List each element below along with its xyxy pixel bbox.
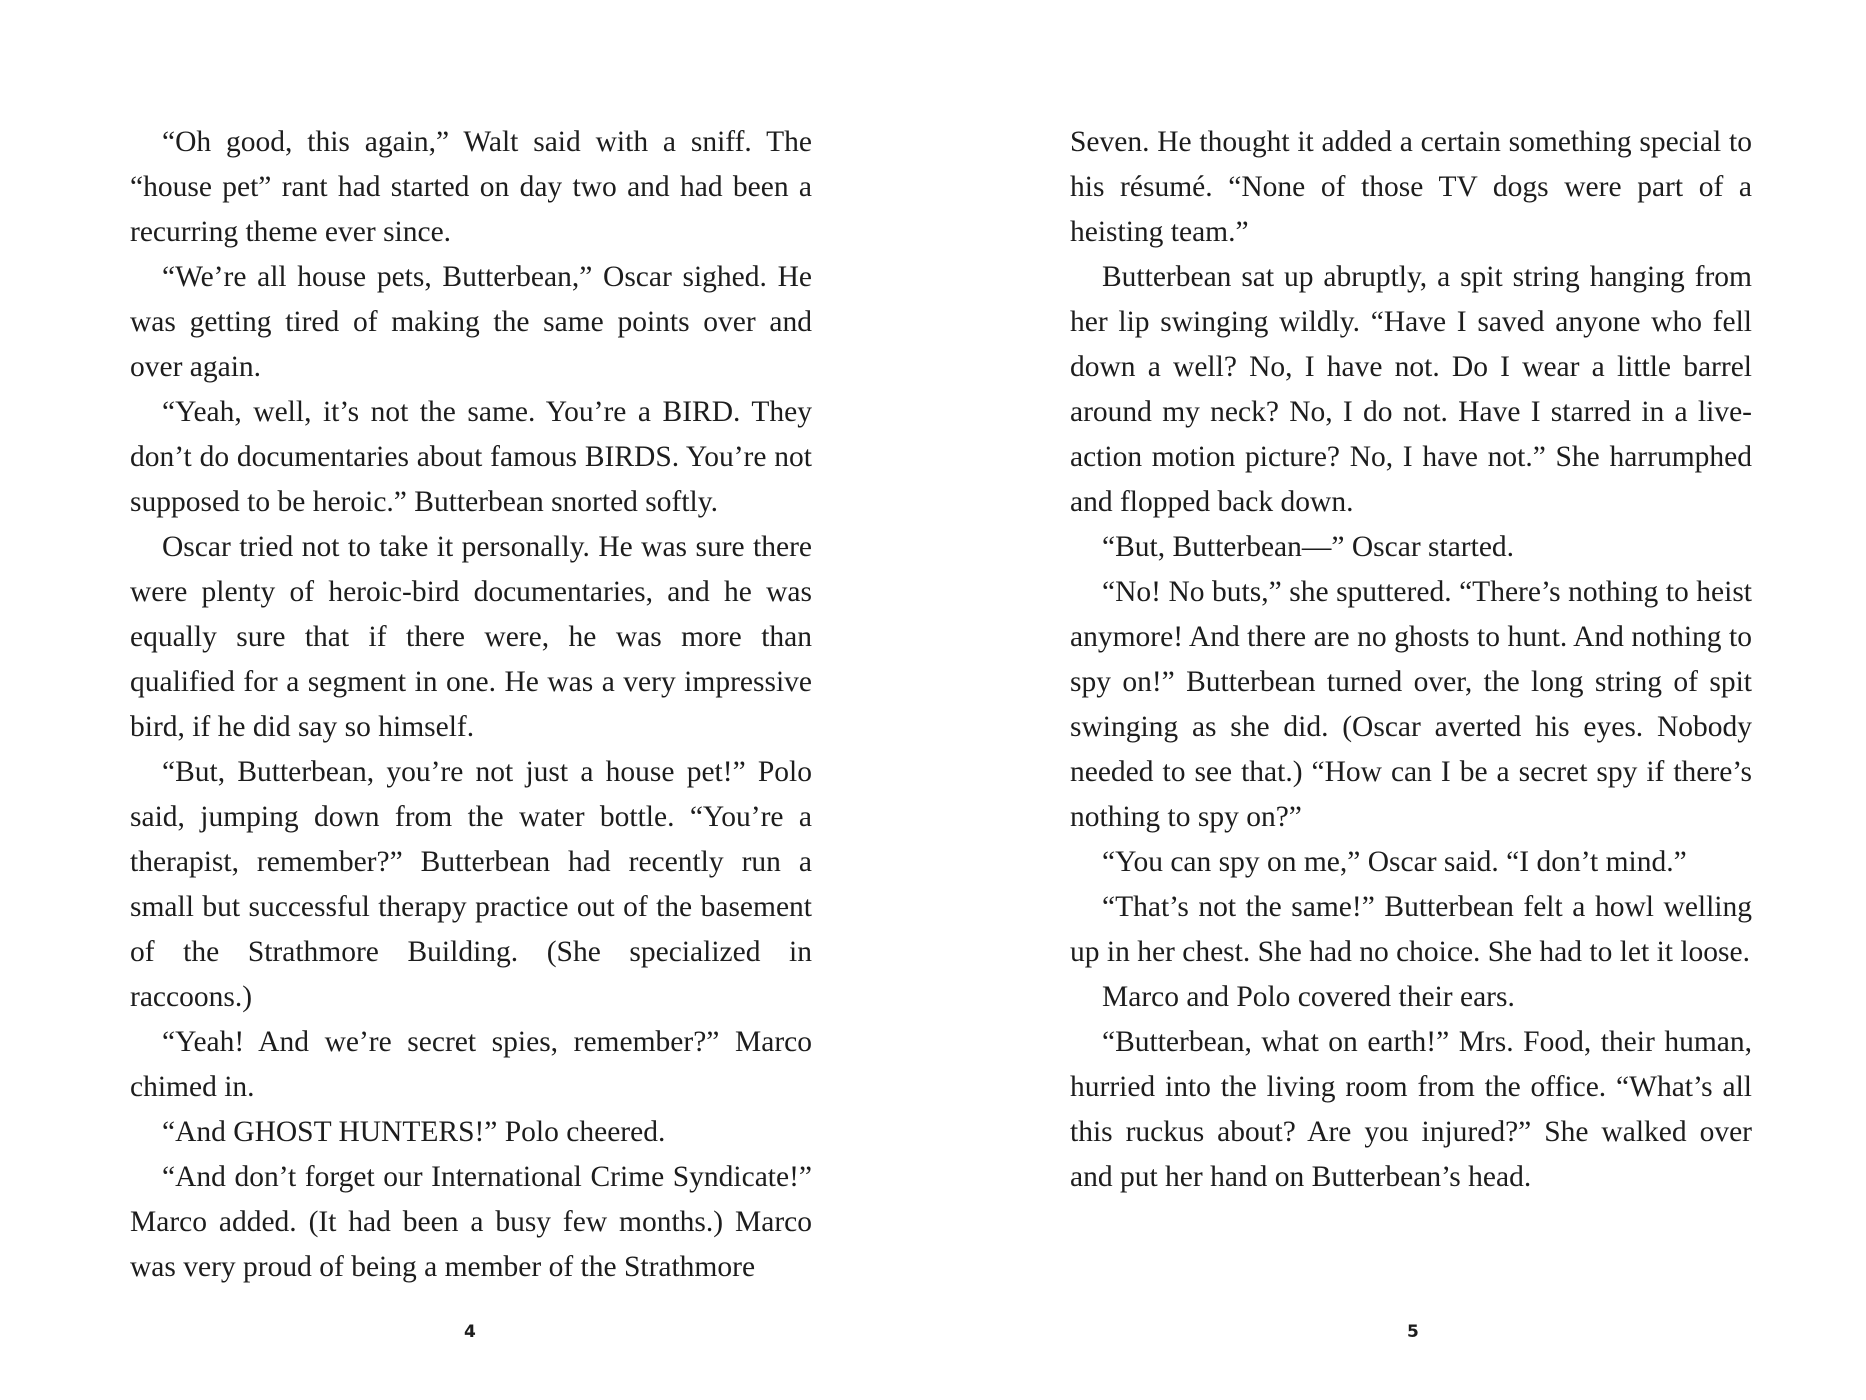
paragraph: “Butterbean, what on earth!” Mrs. Food, their human, hurried into the living room from the office. “What’s all this ruckus about? Are you injured?” She walked over and put her hand on Butterbean’s head. <box>1070 1026 1752 1193</box>
paragraph: Seven. He thought it added a certain something special to his résumé. “None of those TV dogs were part of a heisting team.” <box>1070 126 1752 248</box>
paragraph: Butterbean sat up abruptly, a spit string hanging from her lip swinging wildly. “Have I saved anyone who fell down a well? No, I have not. Do I wear a little barrel around my neck? No, I do not. Have I starred in a live-action motion picture? No, I have not.” She harrumphed and flopped back down. <box>1070 261 1752 518</box>
paragraph: “But, Butterbean—” Oscar started. <box>1102 531 1515 563</box>
page-number: 4 <box>464 1322 476 1342</box>
paragraph: “And don’t forget our International Crime Syndicate!” Marco added. (It had been a busy few months.) Marco was very proud of being a member of the Strathmore <box>130 1161 812 1283</box>
paragraph: “But, Butterbean, you’re not just a house pet!” Polo said, jumping down from the water bottle. “You’re a therapist, remember?” Butterbean had recently run a small but successful therapy practice out of the basement of the Strathmore Building. (She specialized in raccoons.) <box>130 756 812 1013</box>
paragraph: “We’re all house pets, Butterbean,” Oscar sighed. He was getting tired of making the same points over and over again. <box>130 261 812 383</box>
left-page-text <box>130 120 812 1290</box>
paragraph: Oscar tried not to take it personally. He was sure there were plenty of heroic-bird documentaries, and he was equally sure that if there were, he was more than qualified for a segment in one. He was a very impressive bird, if he did say so himself. <box>130 531 812 743</box>
right-page-text <box>1070 120 1752 1200</box>
paragraph: Marco and Polo covered their ears. <box>1102 981 1515 1013</box>
page-number: 5 <box>1407 1322 1419 1342</box>
paragraph: “And GHOST HUNTERS!” Polo cheered. <box>162 1116 666 1148</box>
paragraph: “No! No buts,” she sputtered. “There’s nothing to heist anymore! And there are no ghosts to hunt. And nothing to spy on!” Butterbean turned over, the long string of spit swinging as she did. (Oscar averted his eyes. Nobody needed to see that.) “How can I be a secret spy if there’s nothing to spy on?” <box>1070 576 1752 833</box>
paragraph: “Yeah, well, it’s not the same. You’re a BIRD. They don’t do documentaries about famous BIRDS. You’re not supposed to be heroic.” Butterbean snorted softly. <box>130 396 812 518</box>
paragraph: “Oh good, this again,” Walt said with a sniff. The “house pet” rant had started on day two and had been a recurring theme ever since. <box>130 126 812 248</box>
right-page <box>933 0 1866 1400</box>
paragraph: “That’s not the same!” Butterbean felt a howl welling up in her chest. She had no choice. She had to let it loose. <box>1070 891 1752 968</box>
paragraph: “You can spy on me,” Oscar said. “I don’t mind.” <box>1102 846 1687 878</box>
paragraph: “Yeah! And we’re secret spies, remember?” Marco chimed in. <box>130 1026 812 1103</box>
